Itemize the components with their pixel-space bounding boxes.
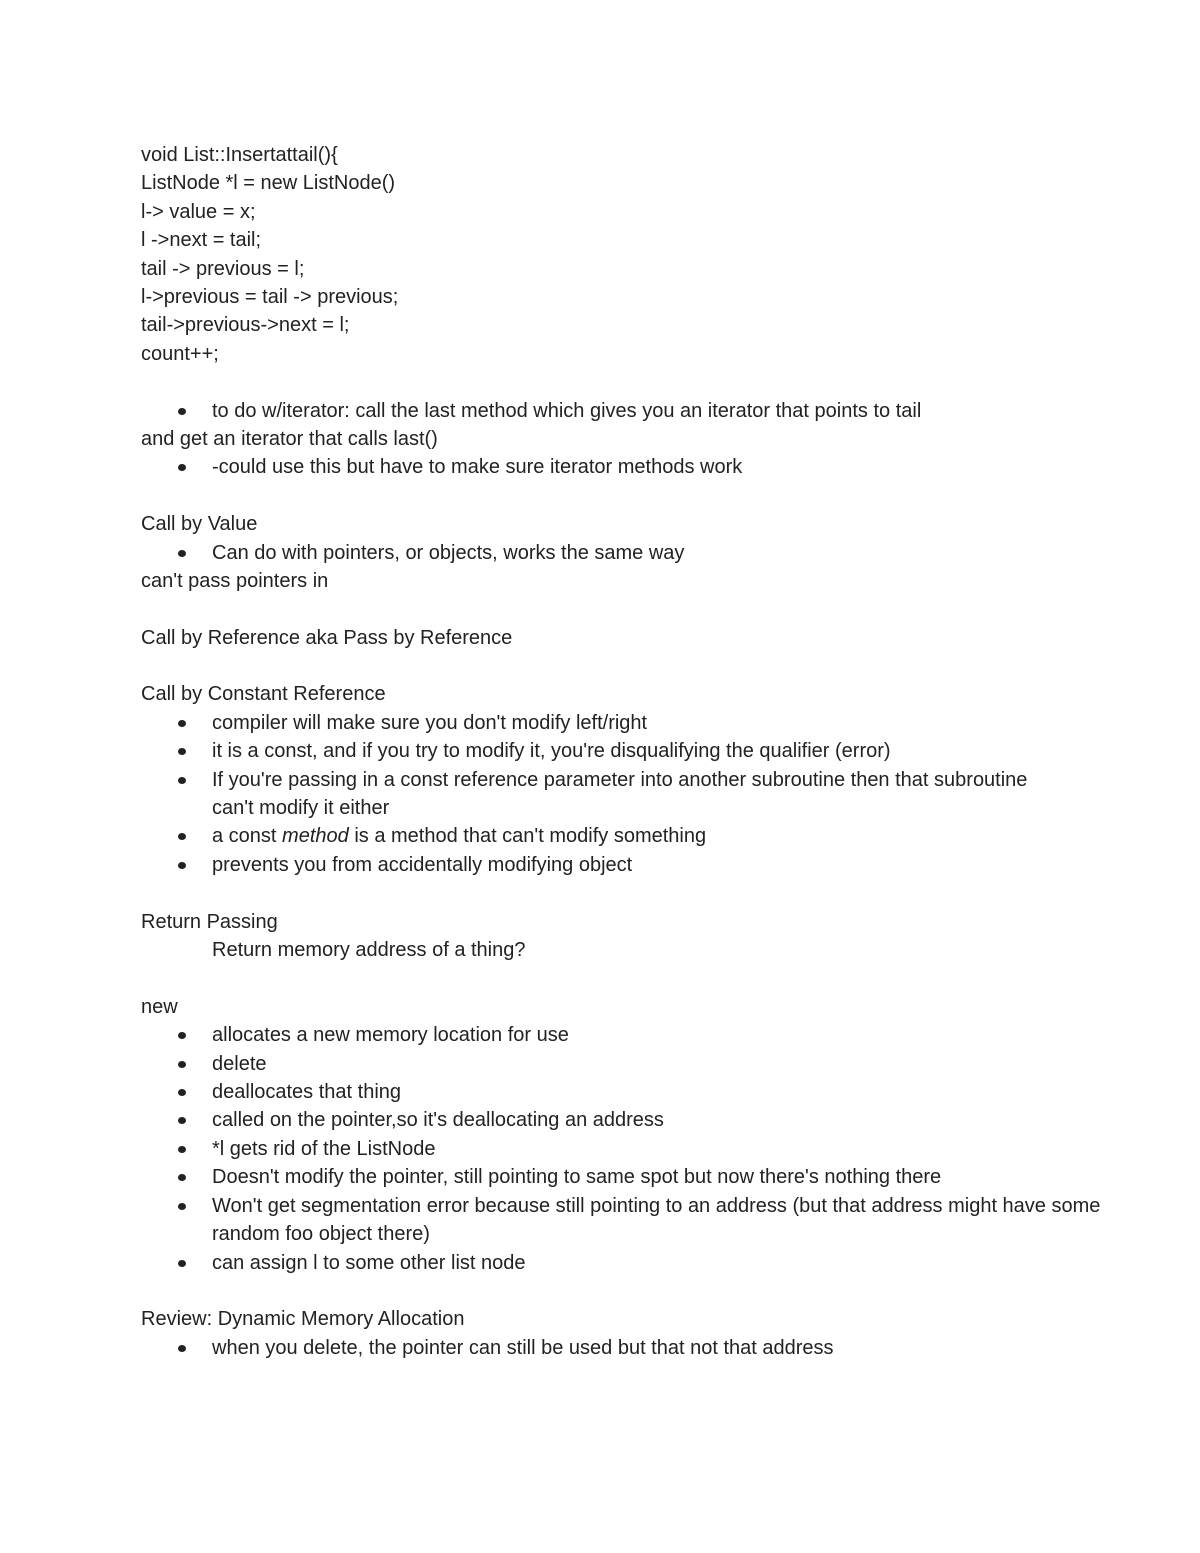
list-item [141, 851, 1081, 879]
list-item [141, 453, 1081, 481]
section-heading: Review: Dynamic Memory Allocation [141, 1308, 465, 1331]
section-heading: Return Passing [141, 910, 278, 933]
spacer [141, 1277, 1081, 1305]
code-block [141, 141, 1081, 368]
code-line: l->previous = tail -> previous; [141, 285, 399, 308]
list-item [141, 1021, 1081, 1049]
continuation-text: and get an iterator that calls last() [141, 427, 438, 450]
code-line: tail->previous->next = l; [141, 314, 350, 337]
note-text: can't pass pointers in [141, 569, 329, 592]
list-item [141, 1078, 1081, 1106]
list-item-text: Can do with pointers, or objects, works the same way [212, 541, 685, 564]
call-by-constant-reference-section [141, 680, 1081, 879]
list-item [141, 1192, 1132, 1249]
list-item-text: Won't get segmentation error because still pointing to an address (but that address might have some random foo object there) [212, 1194, 1101, 1246]
list-item-text: If you're passing in a const reference parameter into another subroutine then that subroutine can't modify it either [212, 768, 1028, 820]
list-item [141, 737, 1081, 765]
bullet-icon [178, 1260, 186, 1267]
bullet-icon [178, 1061, 186, 1068]
code-line: ListNode *l = new ListNode() [141, 172, 396, 195]
list-item-text: it is a const, and if you try to modify it, you're disqualifying the qualifier (error) [212, 740, 891, 763]
list-item-text: to do w/iterator: call the last method which gives you an iterator that points to tail [212, 399, 922, 422]
list-item-text-before: a const [212, 825, 283, 848]
section-heading: new [141, 995, 178, 1018]
list-item-text: -could use this but have to make sure iterator methods work [212, 456, 743, 479]
list-item-text: allocates a new memory location for use [212, 1024, 569, 1047]
list-item-text: compiler will make sure you don't modify left/right [212, 711, 648, 734]
new-section [141, 993, 1101, 1277]
list-item [141, 1135, 1081, 1163]
list-item [141, 1106, 1081, 1134]
bullet-icon [178, 408, 186, 415]
return-passing-section [141, 908, 1081, 965]
indented-text: Return memory address of a thing? [212, 939, 526, 962]
bullet-icon [178, 550, 186, 557]
review-section [141, 1305, 1081, 1362]
bullet-icon [178, 1089, 186, 1096]
list-item-text: can assign l to some other list node [212, 1251, 526, 1274]
document-page [141, 141, 1101, 1362]
list-item-text: prevents you from accidentally modifying object [212, 853, 633, 876]
list-item-text: delete [212, 1052, 267, 1075]
list-item [141, 1249, 1081, 1277]
list-item-text: called on the pointer,so it's deallocating an address [212, 1109, 664, 1132]
bullet-icon [178, 1345, 186, 1352]
spacer [141, 652, 1081, 680]
emphasized-word: method [282, 825, 349, 848]
section-heading: Call by Constant Reference [141, 683, 386, 706]
spacer [141, 595, 1081, 623]
bullet-icon [178, 464, 186, 471]
bullet-icon [178, 720, 186, 727]
list-item [141, 822, 1081, 850]
list-item-text: *l gets rid of the ListNode [212, 1137, 436, 1160]
code-line: l-> value = x; [141, 200, 256, 223]
bullet-icon [178, 1203, 186, 1210]
list-item-text-after: is a method that can't modify something [348, 825, 707, 848]
section-heading: Call by Reference aka Pass by Reference [141, 626, 513, 649]
code-line: count++; [141, 342, 219, 365]
call-by-value-section [141, 510, 1081, 595]
list-item [141, 539, 1081, 567]
list-item-text: Doesn't modify the pointer, still pointing to same spot but now there's nothing there [212, 1166, 942, 1189]
spacer [141, 964, 1081, 992]
bullet-icon [178, 777, 186, 784]
spacer [141, 879, 1081, 907]
section-heading: Call by Value [141, 513, 258, 536]
bullet-icon [178, 833, 186, 840]
spacer [141, 368, 1081, 396]
bullet-icon [178, 862, 186, 869]
list-item [141, 766, 1072, 823]
bullet-icon [178, 1117, 186, 1124]
bullet-icon [178, 748, 186, 755]
bullet-icon [178, 1032, 186, 1039]
code-line: void List::Insertattail(){ [141, 144, 338, 166]
list-item [141, 1050, 1081, 1078]
list-item [141, 1163, 1081, 1191]
list-item-text: deallocates that thing [212, 1081, 402, 1104]
list-item [141, 709, 1081, 737]
spacer [141, 482, 1081, 510]
list-item-text: when you delete, the pointer can still be used but that not that address [212, 1336, 834, 1359]
list-item [141, 397, 1081, 425]
list-item [141, 1334, 1081, 1362]
code-line: tail -> previous = l; [141, 257, 305, 280]
code-line: l ->next = tail; [141, 229, 262, 252]
bullet-icon [178, 1146, 186, 1153]
iterator-notes [141, 397, 1081, 482]
bullet-icon [178, 1174, 186, 1181]
